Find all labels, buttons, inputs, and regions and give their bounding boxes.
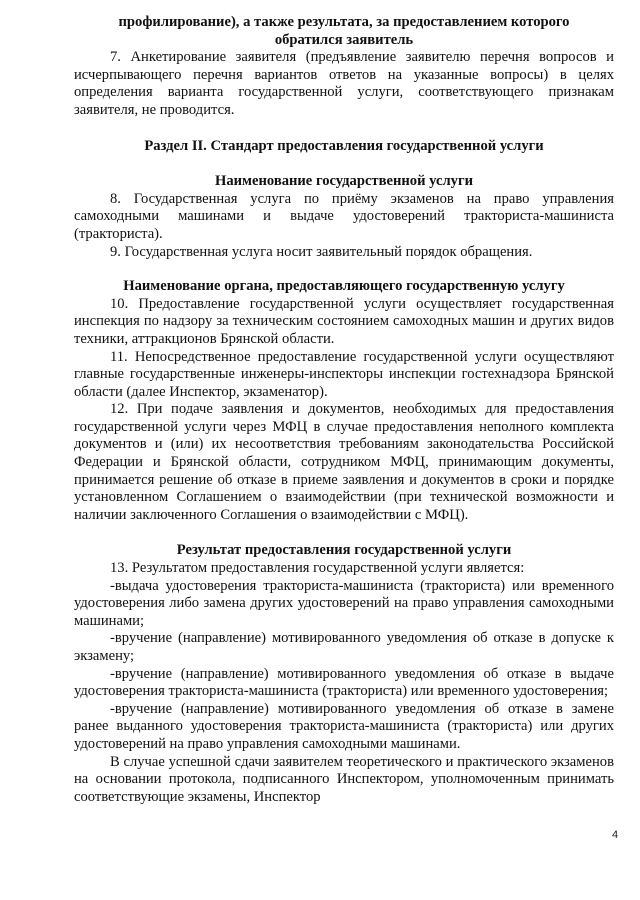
- header-line-1: профилирование), а также результата, за предоставлением которого: [118, 14, 570, 30]
- paragraph-11: 11. Непосредственное предоставление государственной услуги осуществляют главные государственные инженеры-инспекторы инспекции гостехнадзора Брянской области (далее Инспектор, экзаменатор).: [74, 348, 614, 400]
- paragraph-13: 13. Результатом предоставления государственной услуги является:: [110, 560, 525, 577]
- result-item-2: -вручение (направление) мотивированного уведомления об отказе в допуске к экзамену;: [74, 630, 614, 664]
- result-item-1: -выдача удостоверения тракториста-машиниста (тракториста) или временного удостоверения либо замена других удостоверений на право управления самоходными машинами;: [74, 577, 614, 629]
- paragraph-12: 12. При подаче заявления и документов, необходимых для предоставления государственной услуги через МФЦ в случае предоставления неполного комплекта документов и (или) их несоответствия требованиям законодательства Российской Федерации и Брянской области, сотрудником МФЦ, принимающим документы, принимается решение об отказе в приеме заявления и документов в сроки и порядке установленном Соглашением о взаимодействии (при технической возможности и наличии заключенного Соглашения о взаимодействии с МФЦ).: [74, 401, 614, 523]
- result-item-3: -вручение (направление) мотивированного уведомления об отказе в выдаче удостоверения тракториста-машиниста (тракториста) или временного удостоверения;: [74, 665, 614, 700]
- paragraph-9: 9. Государственная услуга носит заявительный порядок обращения.: [110, 243, 533, 260]
- result-closing-paragraph: В случае успешной сдачи заявителем теоретического и практического экзаменов на основании протокола, подписанного Инспектором, уполномоченным принимать соответствующие экзамены, Инспектор: [74, 753, 614, 805]
- naming-heading: Наименование государственной услуги: [215, 173, 473, 190]
- organ-heading: Наименование органа, предоставляющего государственную услугу: [123, 278, 565, 295]
- document-page: [74, 14, 614, 806]
- result-item-4: -вручение (направление) мотивированного уведомления об отказе в замене ранее выданного удостоверения тракториста-машиниста (тракториста) или других удостоверений на право управления самоходными машинами.: [74, 700, 614, 752]
- paragraph-7: 7. Анкетирование заявителя (предъявление заявителю перечня вопросов и исчерпывающего перечня вариантов ответов на указанные вопросы) в целях определения варианта государственной услуги, соответствующего признакам заявителя, не проводится.: [74, 49, 614, 118]
- paragraph-8: 8. Государственная услуга по приёму экзаменов на право управления самоходными машинами и выдаче удостоверений тракториста-машиниста (тракториста).: [74, 190, 614, 242]
- result-heading: Результат предоставления государственной услуги: [176, 542, 512, 559]
- section-2-title: Раздел II. Стандарт предоставления государственной услуги: [144, 137, 544, 154]
- header-line-2: обратился заявитель: [274, 31, 414, 48]
- paragraph-10: 10. Предоставление государственной услуги осуществляет государственная инспекция по надзору за техническим состоянием самоходных машин и других видов техники, аттракционов Брянской области.: [74, 295, 614, 347]
- page-number: 4: [612, 829, 619, 841]
